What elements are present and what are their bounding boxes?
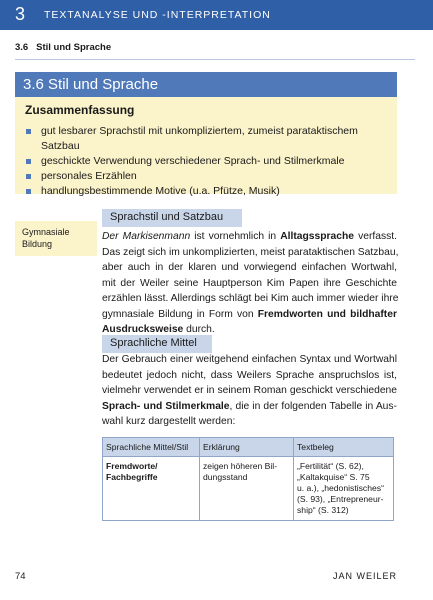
square-bullet-icon: [26, 174, 31, 179]
table-header-cell: Erklärung: [200, 438, 294, 457]
summary-list: [25, 124, 387, 199]
square-bullet-icon: [26, 129, 31, 134]
text-line: Ausdrucksweise durch.: [102, 324, 215, 335]
chapter-number: 3: [15, 4, 26, 24]
square-bullet-icon: [26, 159, 31, 164]
text-line: mit der Weiler seine Hauptperson Kim Papen ihre Geschichte: [102, 277, 397, 289]
paragraph-sprachliche-mittel: [102, 352, 397, 430]
table-cell: „Fertilität“ (S. 62), „Kaltakquise“ S. 75 u. a.), „hedonistisches“ (S. 93), „Entrepreneur- ship“ (S. 312): [294, 457, 394, 521]
summary-box: [15, 97, 397, 197]
paragraph-sprachstil: [102, 229, 397, 338]
square-bullet-icon: [26, 189, 31, 194]
text-line: bedeutet jedoch nicht, dass Weilers Sprache anspruchslos ist,: [102, 369, 397, 381]
text-line: Der Markisenmann ist vornehmlich in Alltagssprache verfasst.: [102, 231, 397, 242]
summary-item: personales Erzählen: [25, 169, 387, 184]
text-line: Sprach- und Stilmerkmale, die in der folgenden Tabelle in Aus-: [102, 400, 397, 412]
subheading-sprachliche-mittel: Sprachliche Mittel: [102, 335, 212, 353]
text-line: wahl kurz dargestellt werden:: [102, 416, 236, 427]
summary-item: handlungsbestimmende Motive (u.a. Pfütze, Musik): [25, 184, 387, 199]
text-line: erzählen lässt. Allerdings schlägt bei Kim auch immer wieder ihre: [102, 293, 399, 304]
text-line: gymnasiale Bildung in Form von Fremdworten und bildhafter: [102, 308, 397, 320]
chapter-title: TEXTANALYSE UND -INTERPRETATION: [44, 9, 271, 21]
margin-note: [15, 221, 97, 256]
table-header-cell: Sprachliche Mittel/Stil: [103, 438, 200, 457]
stylistic-devices-table: [102, 437, 394, 521]
page-number: 74: [15, 571, 26, 582]
section-reference: [15, 42, 111, 53]
header-divider: [15, 59, 415, 60]
footer-author: JAN WEILER: [332, 571, 397, 581]
text-line: vielmehr verwendet er in seinem Roman geschickt verschiedene: [102, 385, 397, 396]
table-cell: zeigen höheren Bil- dungsstand: [200, 457, 294, 521]
text-line: Das zeigt sich im unkomplizierten, meist parataktischen Satzbau,: [102, 246, 399, 258]
section-ref-title: Stil und Sprache: [36, 42, 112, 53]
margin-note-line: Gymnasiale: [22, 227, 70, 237]
text-line: Der Gebrauch einer weitgehend einfachen Syntax und Wortwahl: [102, 354, 397, 365]
table-header-row: [103, 438, 394, 457]
subheading-sprachstil: Sprachstil und Satzbau: [102, 209, 242, 227]
summary-item: gut lesbarer Sprachstil mit unkompliziertem, zumeist parataktischem Satzbau: [25, 124, 387, 154]
summary-title: Zusammenfassung: [25, 103, 135, 117]
margin-note-line: Bildung: [22, 239, 53, 249]
section-heading: 3.6 Stil und Sprache: [15, 72, 397, 97]
section-ref-number: 3.6: [15, 42, 29, 53]
table-cell: Fremdworte/ Fachbegriffe: [103, 457, 200, 521]
chapter-header-bar: [0, 0, 433, 30]
text-line: aber auch in der klaren und vorwiegend einfachen Wortwahl,: [102, 262, 397, 273]
summary-item: geschickte Verwendung verschiedener Sprach- und Stilmerkmale: [25, 154, 387, 169]
table-header-cell: Textbeleg: [294, 438, 394, 457]
table-row: [103, 457, 394, 521]
